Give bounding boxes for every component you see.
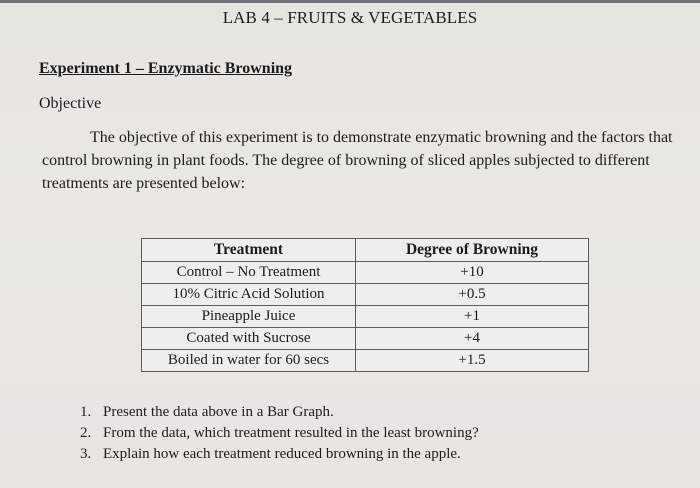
top-edge-bar xyxy=(0,0,700,3)
page-title: LAB 4 – FRUITS & VEGETABLES xyxy=(222,8,478,27)
objective-text: The objective of this experiment is to demonstrate enzymatic browning and the factors that control browning in plant foods. The degree of browning of sliced apples subjected to different treatments are presented below: xyxy=(42,129,673,192)
degree-cell: +0.5 xyxy=(356,284,589,306)
question-text: Explain how each treatment reduced browning in the apple. xyxy=(103,446,461,462)
question-item xyxy=(80,423,479,444)
table-row xyxy=(142,306,589,328)
browning-data-table xyxy=(141,238,589,372)
treatment-cell: Control – No Treatment xyxy=(142,262,356,284)
header-degree-of-browning: Degree of Browning xyxy=(356,239,589,262)
question-text: From the data, which treatment resulted in the least browning? xyxy=(103,425,479,441)
table-row xyxy=(142,262,589,284)
table-row xyxy=(142,328,589,350)
treatment-cell: Pineapple Juice xyxy=(142,306,356,328)
treatment-cell: Coated with Sucrose xyxy=(142,328,356,350)
degree-cell: +1 xyxy=(356,306,589,328)
header-treatment: Treatment xyxy=(142,239,356,262)
questions-list xyxy=(80,402,479,465)
degree-cell: +1.5 xyxy=(356,350,589,372)
objective-label: Objective xyxy=(39,95,102,112)
degree-cell: +4 xyxy=(356,328,589,350)
question-number: 1. xyxy=(80,404,92,420)
table-row xyxy=(142,350,589,372)
table-header-row xyxy=(142,239,589,262)
degree-cell: +10 xyxy=(356,262,589,284)
table-row xyxy=(142,284,589,306)
question-item xyxy=(80,402,479,423)
question-text: Present the data above in a Bar Graph. xyxy=(103,404,334,420)
experiment-heading: Experiment 1 – Enzymatic Browning xyxy=(39,60,293,77)
treatment-cell: Boiled in water for 60 secs xyxy=(142,350,356,372)
question-number: 2. xyxy=(80,425,92,441)
objective-paragraph xyxy=(42,126,682,195)
treatment-cell: 10% Citric Acid Solution xyxy=(142,284,356,306)
question-item xyxy=(80,444,479,465)
question-number: 3. xyxy=(80,446,92,462)
